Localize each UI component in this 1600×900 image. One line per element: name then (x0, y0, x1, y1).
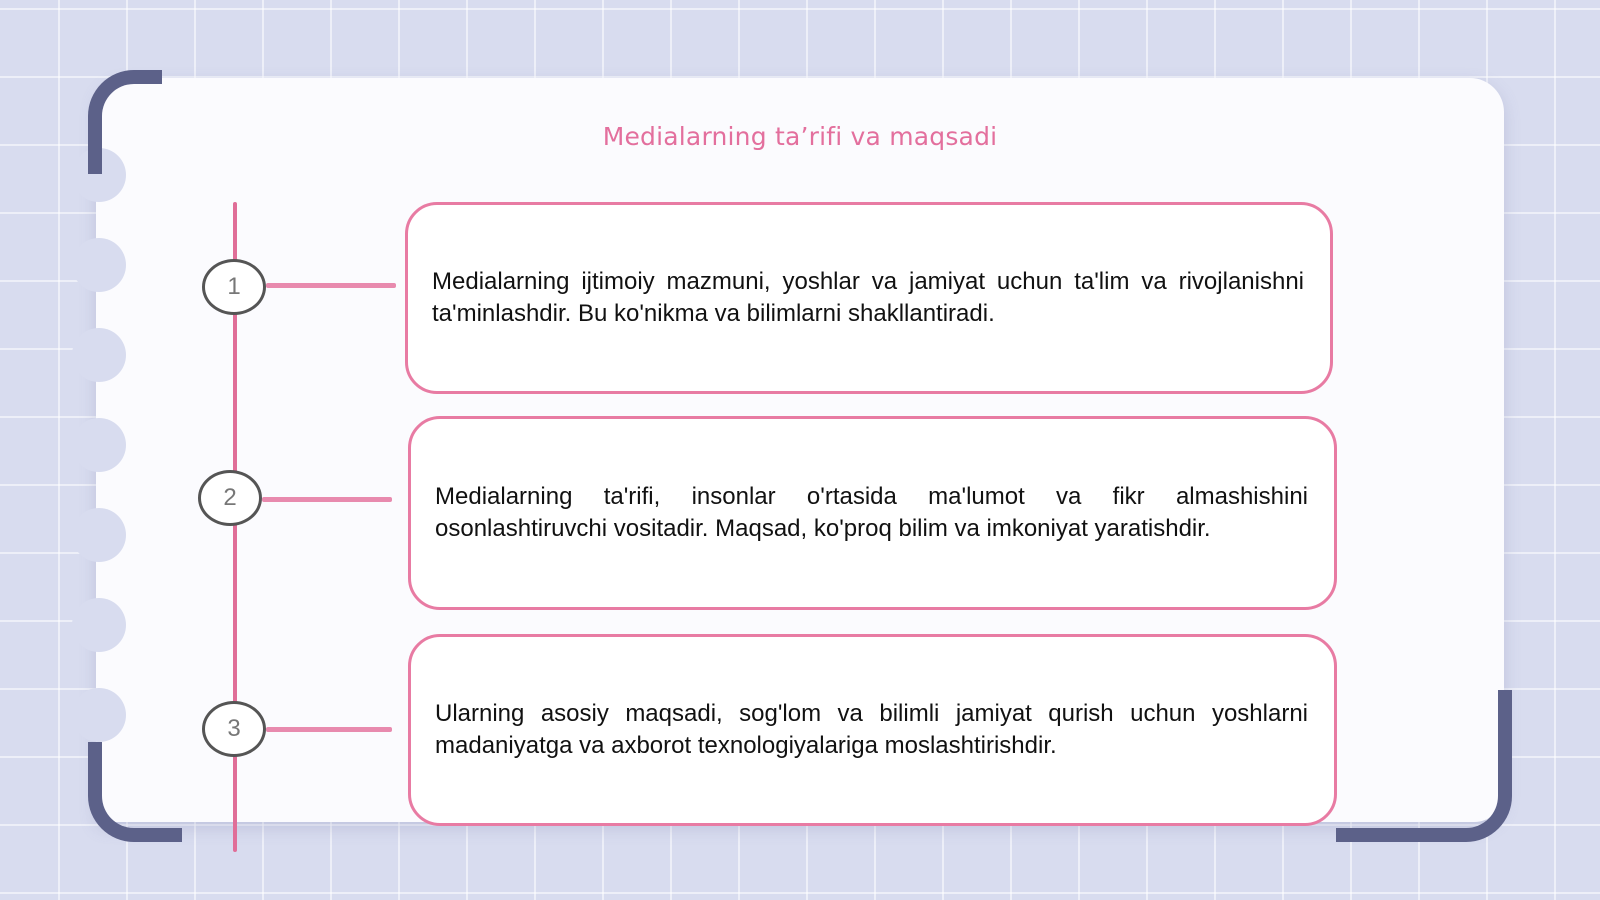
step-connector (266, 727, 392, 732)
step-number-circle (202, 701, 266, 757)
step-card (408, 416, 1337, 610)
step-number-circle (202, 259, 266, 315)
paper-notch (72, 688, 126, 742)
corner-bracket-bottom-right (1336, 690, 1512, 842)
step-text: Medialarning ijtimoiy mazmuni, yoshlar va jamiyat uchun ta'lim va rivojlanishni ta'minlashdir. Bu ko'nikma va bilimlarni shakllantiradi. (432, 268, 1304, 327)
step-card (408, 634, 1337, 826)
step-connector (262, 497, 392, 502)
paper-notch (72, 508, 126, 562)
step-text: Medialarning ta'rifi, insonlar o'rtasida ma'lumot va fikr almashishini osonlashtiruvchi vositadir. Maqsad, ko'proq bilim va imkoniyat yaratishdir. (435, 483, 1308, 542)
step-text: Ularning asosiy maqsadi, sog'lom va bilimli jamiyat qurish uchun yoshlarni madaniyatga va axborot texnologiyalariga moslashtirishdir. (435, 700, 1308, 759)
step-card (405, 202, 1333, 394)
paper-notch (72, 328, 126, 382)
paper-notch (72, 238, 126, 292)
step-number-circle (198, 470, 262, 526)
paper-notch (72, 598, 126, 652)
slide-title: Medialarning ta’rifi va maqsadi (602, 122, 998, 151)
step-number: 1 (227, 273, 241, 300)
paper-notch (72, 418, 126, 472)
step-connector (266, 283, 396, 288)
step-number: 2 (223, 484, 237, 511)
corner-bracket-bottom-left (88, 742, 182, 842)
step-number: 3 (227, 715, 241, 742)
